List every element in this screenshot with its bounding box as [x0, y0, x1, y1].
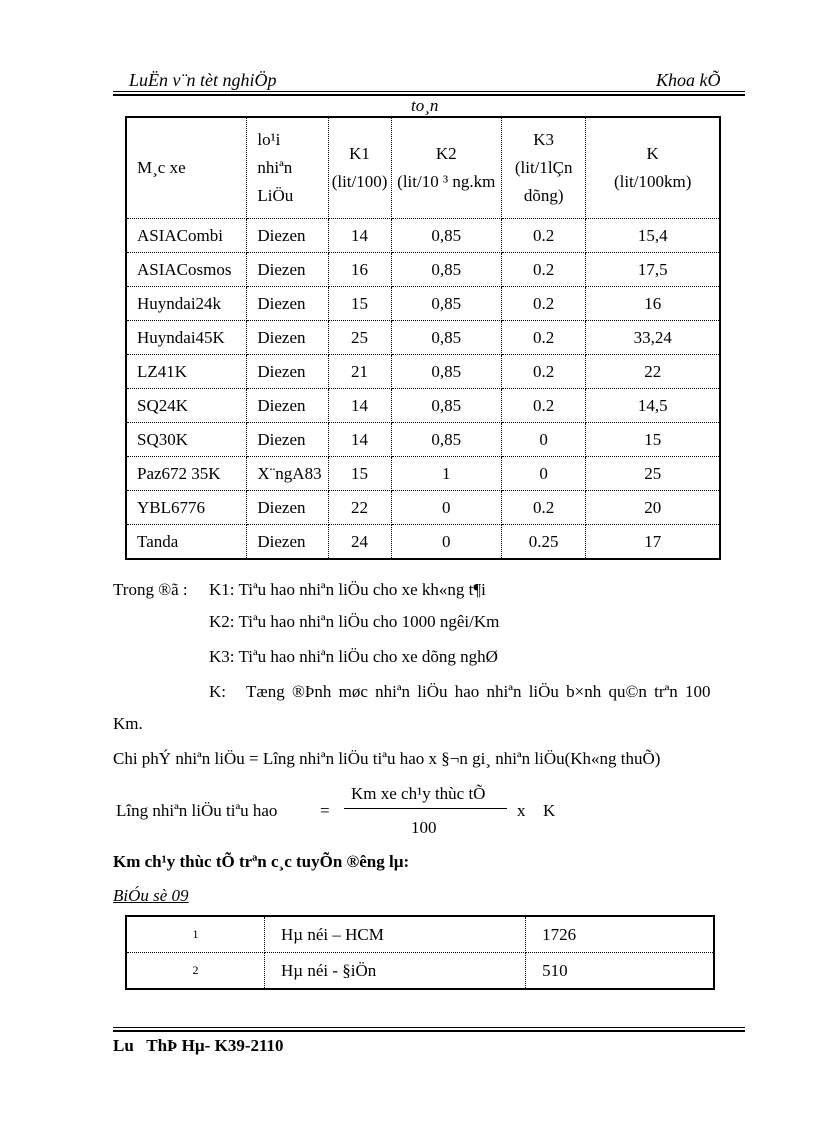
table-row	[126, 219, 720, 253]
cell-k1: 16	[328, 253, 391, 287]
cell-k2: 0,85	[391, 389, 501, 423]
cell-k1: 14	[328, 423, 391, 457]
cell-fuel-type: Diezen	[247, 355, 328, 389]
route-distance: 1726	[526, 916, 714, 953]
note-k-cont: Km.	[113, 714, 143, 733]
route-index: 1	[126, 916, 265, 953]
formula-fraction-bar	[344, 808, 507, 809]
footer-author: Lu ThÞ Hµ- K39-2110	[113, 1036, 284, 1055]
cell-k: 15	[586, 423, 720, 457]
fuel-norm-table	[125, 116, 721, 560]
cell-k1: 15	[328, 287, 391, 321]
cell-fuel-type: Diezen	[247, 389, 328, 423]
cell-fuel-type: Diezen	[247, 219, 328, 253]
cell-fuel-type: Diezen	[247, 423, 328, 457]
route-row	[126, 953, 714, 990]
route-distance: 510	[526, 953, 714, 990]
cell-k3: 0.25	[501, 525, 585, 560]
header-left: LuËn v¨n tèt nghiÖp	[129, 70, 277, 90]
section-title: Km ch¹y thùc tÕ trªn c¸c tuyÕn ®êng lµ:	[113, 852, 410, 871]
formula-numerator: Km xe ch¹y thùc tÕ	[351, 784, 486, 803]
table-row	[126, 457, 720, 491]
cell-k: 17,5	[586, 253, 720, 287]
route-index: 2	[126, 953, 265, 990]
footer-rule-bottom	[113, 1030, 745, 1032]
col-header-k: K (lit/100km)	[586, 117, 720, 219]
cell-k: 17	[586, 525, 720, 560]
col-header-k1: K1 (lit/100)	[328, 117, 391, 219]
table-header-row	[126, 117, 720, 219]
table-row	[126, 491, 720, 525]
cell-k3: 0.2	[501, 321, 585, 355]
col-header-fuel-type: lo¹i nhiªn LiÖu	[247, 117, 328, 219]
col-header-k3: K3 (lit/1lÇn dõng)	[501, 117, 585, 219]
cell-model: LZ41K	[126, 355, 247, 389]
cell-k3: 0	[501, 457, 585, 491]
cell-k1: 25	[328, 321, 391, 355]
cell-k1: 15	[328, 457, 391, 491]
note-k-text: Tæng ®Þnh møc nhiªn liÖu hao nhiªn liÖu b×nh qu©n trªn 100	[246, 682, 711, 701]
cell-k2: 0	[391, 525, 501, 560]
formula-lhs: Lîng nhiªn liÖu tiªu hao	[116, 801, 278, 820]
cell-k2: 1	[391, 457, 501, 491]
formula-equals: =	[320, 801, 330, 820]
cell-model: YBL6776	[126, 491, 247, 525]
cell-k3: 0.2	[501, 253, 585, 287]
cell-model: Huyndai24k	[126, 287, 247, 321]
cell-model: Huyndai45K	[126, 321, 247, 355]
cell-k: 16	[586, 287, 720, 321]
footer-rule-top	[113, 1027, 745, 1028]
notes-prefix: Trong ®ã :	[113, 580, 188, 599]
note-k-label: K:	[209, 682, 226, 701]
cell-k1: 21	[328, 355, 391, 389]
cell-k2: 0	[391, 491, 501, 525]
cell-fuel-type: Diezen	[247, 287, 328, 321]
cell-k3: 0	[501, 423, 585, 457]
cell-k1: 14	[328, 389, 391, 423]
formula-times: x	[517, 801, 526, 820]
header-rule-top	[113, 91, 745, 92]
route-row	[126, 916, 714, 953]
cell-fuel-type: Diezen	[247, 525, 328, 560]
col-header-model: M¸c xe	[126, 117, 247, 219]
cell-k: 25	[586, 457, 720, 491]
table-row	[126, 525, 720, 560]
cell-k: 15,4	[586, 219, 720, 253]
cell-k2: 0,85	[391, 253, 501, 287]
cell-k2: 0,85	[391, 321, 501, 355]
header-right: Khoa kÕ	[656, 70, 721, 90]
cell-k1: 14	[328, 219, 391, 253]
table-caption: to¸n	[411, 96, 439, 115]
cell-k1: 24	[328, 525, 391, 560]
col-header-k2: K2 (lit/10 ³ ng.km	[391, 117, 501, 219]
note-k1: K1: Tiªu hao nhiªn liÖu cho xe kh«ng t¶i	[209, 580, 486, 599]
formula-k: K	[543, 801, 556, 820]
cell-k3: 0.2	[501, 219, 585, 253]
note-k3: K3: Tiªu hao nhiªn liÖu cho xe dõng nghØ	[209, 647, 498, 666]
cell-k2: 0,85	[391, 423, 501, 457]
cell-model: Tanda	[126, 525, 247, 560]
table-row	[126, 389, 720, 423]
table-row	[126, 423, 720, 457]
cell-k: 14,5	[586, 389, 720, 423]
route-name: Hµ néi – HCM	[265, 916, 526, 953]
cell-k3: 0.2	[501, 389, 585, 423]
cell-fuel-type: Diezen	[247, 491, 328, 525]
route-distance-table	[125, 915, 715, 990]
note-k2: K2: Tiªu hao nhiªn liÖu cho 1000 ngêi/Km	[209, 612, 500, 631]
cell-k2: 0,85	[391, 287, 501, 321]
cell-k2: 0,85	[391, 355, 501, 389]
formula-denominator: 100	[411, 818, 437, 837]
table-row	[126, 321, 720, 355]
route-name: Hµ néi - §iÖn	[265, 953, 526, 990]
cell-k: 33,24	[586, 321, 720, 355]
cell-fuel-type: Diezen	[247, 253, 328, 287]
cell-fuel-type: X¨ngA83	[247, 457, 328, 491]
table-row	[126, 355, 720, 389]
cell-k3: 0.2	[501, 491, 585, 525]
cell-k3: 0.2	[501, 355, 585, 389]
cell-model: SQ24K	[126, 389, 247, 423]
cell-k2: 0,85	[391, 219, 501, 253]
cell-k3: 0.2	[501, 287, 585, 321]
table-row	[126, 287, 720, 321]
cell-model: Paz672 35K	[126, 457, 247, 491]
cell-fuel-type: Diezen	[247, 321, 328, 355]
cell-model: ASIACosmos	[126, 253, 247, 287]
chart-label: BiÓu sè 09	[113, 886, 189, 905]
cell-k: 22	[586, 355, 720, 389]
table-row	[126, 253, 720, 287]
cost-formula: Chi phÝ nhiªn liÖu = Lîng nhiªn liÖu tiªu hao x §¬n gi¸ nhiªn liÖu(Kh«ng thuÕ)	[113, 749, 661, 768]
cell-k: 20	[586, 491, 720, 525]
cell-model: ASIACombi	[126, 219, 247, 253]
cell-k1: 22	[328, 491, 391, 525]
cell-model: SQ30K	[126, 423, 247, 457]
